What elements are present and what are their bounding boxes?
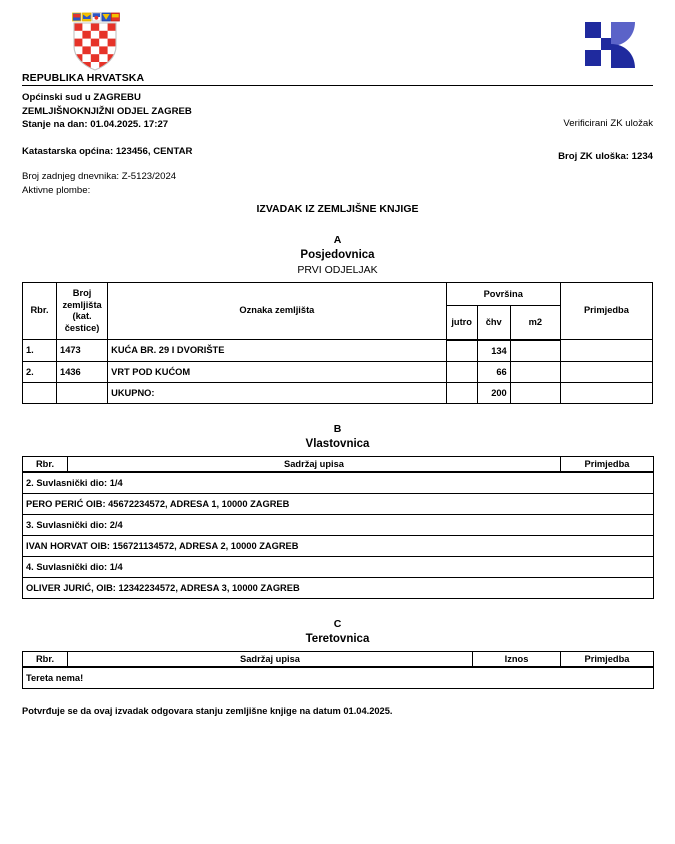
section-c-table: [22, 651, 654, 689]
col-header-rbr: Rbr.: [23, 456, 68, 472]
header-info-block: [22, 91, 653, 196]
cell-jutro: [446, 340, 477, 362]
owner-details: PERO PERIĆ OIB: 45672234572, ADRESA 1, 10000 ZAGREB: [23, 493, 654, 514]
col-header-m2: m2: [510, 306, 560, 340]
col-header-rbr: Rbr.: [23, 283, 57, 340]
ownership-share: 3. Suvlasnički dio: 2/4: [23, 514, 654, 535]
cell-oznaka: VRT POD KUĆOM: [108, 361, 447, 382]
col-header-primjedba: Primjedba: [560, 283, 652, 340]
section-a-name: Posjedovnica: [300, 249, 375, 261]
list-item: [23, 493, 654, 514]
katastar-logo-icon: [585, 20, 639, 70]
cell-jutro: [446, 382, 477, 403]
broj-line-3: (kat.: [72, 311, 92, 321]
cell-m2: [510, 361, 560, 382]
col-header-primjedba: Primjedba: [561, 651, 654, 667]
deposit-number: Broj ZK uloška: 1234: [558, 151, 653, 163]
col-header-iznos: Iznos: [473, 651, 561, 667]
active-seals: Aktivne plombe:: [22, 184, 91, 196]
list-item: [23, 514, 654, 535]
cell-primjedba: [560, 361, 652, 382]
cell-broj: 1473: [57, 340, 108, 362]
table-row-total: [23, 382, 653, 403]
state-on-date: Stanje na dan: 01.04.2025. 17:27: [22, 119, 169, 131]
section-a-table: [22, 282, 653, 404]
col-header-broj-zemljista: [57, 283, 108, 340]
no-encumbrance-text: Tereta nema!: [23, 667, 654, 689]
section-b-heading: [22, 422, 653, 452]
ownership-share: 2. Suvlasnički dio: 1/4: [23, 472, 654, 494]
emblem-row: [22, 0, 653, 62]
section-c-letter: C: [333, 617, 342, 630]
section-c-body: [23, 667, 654, 689]
coat-of-arms-icon: [69, 12, 121, 72]
cell-primjedba: [560, 340, 652, 362]
table-row: [23, 667, 654, 689]
broj-line-4: čestice): [64, 322, 100, 333]
cell-rbr: 2.: [23, 361, 57, 382]
broj-line-1: Broj: [72, 288, 92, 298]
col-header-rbr: Rbr.: [23, 651, 68, 667]
country-heading: REPUBLIKA HRVATSKA: [22, 72, 653, 86]
cell-chv: 134: [477, 340, 510, 362]
section-a-heading: [22, 233, 653, 278]
col-header-primjedba: Primjedba: [561, 456, 654, 472]
page-title: IZVADAK IZ ZEMLJIŠNE KNJIGE: [256, 203, 419, 215]
ownership-share: 4. Suvlasnički dio: 1/4: [23, 556, 654, 577]
cell-rbr: [23, 382, 57, 403]
cadastral-municipality: Katastarska općina: 123456, CENTAR: [22, 145, 193, 157]
department-name: ZEMLJIŠNOKNJIŽNI ODJEL ZAGREB: [22, 105, 192, 117]
cell-oznaka: UKUPNO:: [108, 382, 447, 403]
cell-m2: [510, 382, 560, 403]
header-right-column: [558, 91, 653, 164]
cell-broj: [57, 382, 108, 403]
section-b-body: [23, 472, 654, 599]
cell-jutro: [446, 361, 477, 382]
list-item: [23, 535, 654, 556]
header-left-column: [22, 91, 192, 198]
col-header-chv: čhv: [477, 306, 510, 340]
col-header-sadrzaj: Sadržaj upisa: [68, 456, 561, 472]
cell-m2: [510, 340, 560, 362]
confirmation-note: Potvrđuje se da ovaj izvadak odgovara stanju zemljišne knjige na datum 01.04.2025.: [22, 705, 393, 716]
cell-chv: 200: [477, 382, 510, 403]
verified-extract-label: Verificirani ZK uložak: [563, 118, 653, 129]
list-item: [23, 472, 654, 494]
section-b-table: [22, 456, 654, 599]
cell-chv: 66: [477, 361, 510, 382]
col-header-sadrzaj: Sadržaj upisa: [68, 651, 473, 667]
col-header-povrsina: Površina: [446, 283, 560, 306]
broj-line-2: zemljišta: [62, 299, 102, 310]
table-row: [23, 361, 653, 382]
owner-details: IVAN HORVAT OIB: 156721134572, ADRESA 2, 10000 ZAGREB: [23, 535, 654, 556]
last-journal-number: Broj zadnjeg dnevnika: Z-5123/2024: [22, 171, 177, 183]
table-row: [23, 340, 653, 362]
cell-primjedba: [560, 382, 652, 403]
list-item: [23, 556, 654, 577]
section-c-heading: [22, 617, 653, 647]
col-header-oznaka: Oznaka zemljišta: [108, 283, 447, 340]
section-a-body: [23, 340, 653, 404]
owner-details: OLIVER JURIĆ, OIB: 12342234572, ADRESA 3, 10000 ZAGREB: [23, 577, 654, 598]
cell-oznaka: KUĆA BR. 29 I DVORIŠTE: [108, 340, 447, 362]
section-a-subtitle: PRVI ODJELJAK: [297, 264, 378, 276]
section-b-name: Vlastovnica: [305, 437, 370, 450]
cell-rbr: 1.: [23, 340, 57, 362]
col-header-jutro: jutro: [446, 306, 477, 340]
section-a-letter: A: [333, 234, 342, 246]
court-name: Općinski sud u ZAGREBU: [22, 92, 141, 103]
section-b-letter: B: [333, 422, 342, 435]
section-c-name: Teretovnica: [305, 632, 370, 645]
list-item: [23, 577, 654, 598]
cell-broj: 1436: [57, 361, 108, 382]
